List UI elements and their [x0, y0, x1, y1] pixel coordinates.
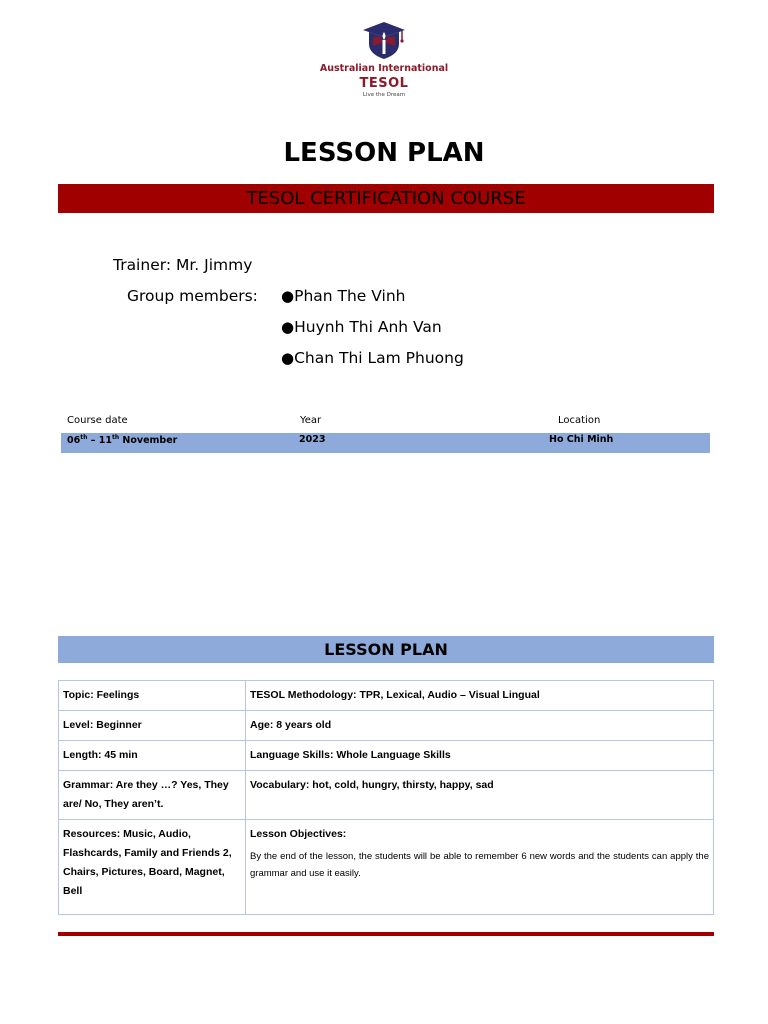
- lesson-plan-table: [58, 680, 714, 915]
- graduation-cap-torch-shield-icon: [361, 20, 407, 60]
- bottom-divider: [58, 932, 714, 936]
- table-row: [59, 820, 714, 915]
- course-date-label: Course date: [67, 415, 128, 426]
- member-item: [281, 318, 442, 336]
- methodology-cell: TESOL Methodology: TPR, Lexical, Audio – Visual Lingual: [246, 681, 714, 711]
- trainer: Trainer: Mr. Jimmy: [113, 256, 253, 274]
- year-label: Year: [300, 415, 322, 426]
- objectives-text: By the end of the lesson, the students will be able to remember 6 new words and the students can apply the grammar and use it easily.: [250, 851, 709, 879]
- age-cell: Age: 8 years old: [246, 711, 714, 741]
- topic-cell: Topic: Feelings: [59, 681, 246, 711]
- table-row: [59, 681, 714, 711]
- member-name: Huynh Thi Anh Van: [294, 318, 442, 336]
- location-value: Ho Chi Minh: [549, 434, 614, 445]
- bullet-icon: ●: [281, 318, 295, 336]
- member-name: Phan The Vinh: [294, 287, 406, 305]
- vocabulary-cell: Vocabulary: hot, cold, hungry, thirsty, happy, sad: [246, 771, 714, 820]
- objectives-cell: [246, 820, 714, 915]
- objectives-label: Lesson Objectives:: [250, 828, 347, 840]
- length-cell: Length: 45 min: [59, 741, 246, 771]
- resources-cell: Resources: Music, Audio, Flashcards, Family and Friends 2, Chairs, Pictures, Board, Magnet, Bell: [59, 820, 246, 915]
- logo-line-1: Australian International: [319, 63, 449, 74]
- member-item: [281, 287, 406, 305]
- member-name: Chan Thi Lam Phuong: [294, 349, 464, 367]
- page-title: LESSON PLAN: [283, 138, 485, 168]
- level-cell: Level: Beginner: [59, 711, 246, 741]
- logo-line-2: TESOL: [359, 76, 409, 91]
- bullet-icon: ●: [281, 349, 295, 367]
- lesson-plan-heading: LESSON PLAN: [58, 636, 714, 663]
- grammar-cell: Grammar: Are they …? Yes, They are/ No, They aren’t.: [59, 771, 246, 820]
- logo-tagline: Live the Dream: [362, 92, 406, 98]
- logo: [0, 20, 768, 98]
- location-label: Location: [558, 415, 601, 426]
- year-value: 2023: [299, 434, 326, 445]
- table-row: [59, 771, 714, 820]
- course-banner: TESOL CERTIFICATION COURSE: [58, 184, 714, 213]
- bullet-icon: ●: [281, 287, 295, 305]
- table-row: [59, 741, 714, 771]
- skills-cell: Language Skills: Whole Language Skills: [246, 741, 714, 771]
- member-item: [281, 349, 464, 367]
- course-date-value: 06th – 11th November: [67, 434, 178, 447]
- group-members-label: Group members:: [127, 287, 258, 305]
- table-row: [59, 711, 714, 741]
